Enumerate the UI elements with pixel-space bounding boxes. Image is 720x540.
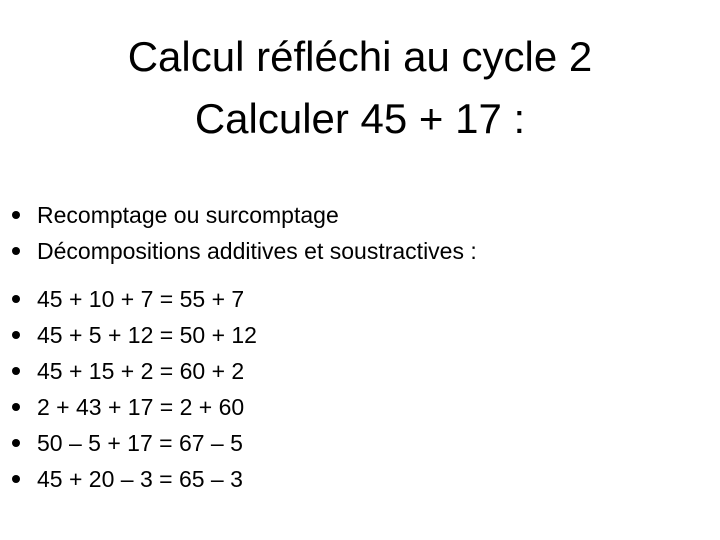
list-item-method [0,233,720,269]
list-item-calculation [0,353,720,389]
bullet-dot-icon [12,331,20,339]
title-line-1: Calcul réfléchi au cycle 2 [127,33,593,80]
bullet-list [0,197,720,497]
calculation-text: 45 + 5 + 12 = 50 + 12 [37,322,257,348]
method-text: Recomptage ou surcomptage [37,202,339,228]
calculation-text: 45 + 10 + 7 = 55 + 7 [37,286,245,312]
slide-title [0,26,720,150]
method-text: Décompositions additives et soustractives : [37,238,477,264]
list-item-calculation [0,317,720,353]
bullet-dot-icon [12,475,20,483]
list-item-method [0,197,720,233]
bullet-dot-icon [12,295,20,303]
calculation-text: 50 – 5 + 17 = 67 – 5 [37,430,243,456]
bullet-dot-icon [12,211,20,219]
list-item-calculation [0,425,720,461]
list-item-calculation [0,389,720,425]
bullet-dot-icon [12,439,20,447]
bullet-dot-icon [12,247,20,255]
bullet-dot-icon [12,367,20,375]
calculation-text: 2 + 43 + 17 = 2 + 60 [37,394,245,420]
list-item-calculation [0,281,720,317]
list-item-calculation [0,461,720,497]
title-line-2: Calculer 45 + 17 : [194,95,526,142]
bullet-dot-icon [12,403,20,411]
calculation-text: 45 + 20 – 3 = 65 – 3 [37,466,243,492]
calculation-text: 45 + 15 + 2 = 60 + 2 [37,358,245,384]
